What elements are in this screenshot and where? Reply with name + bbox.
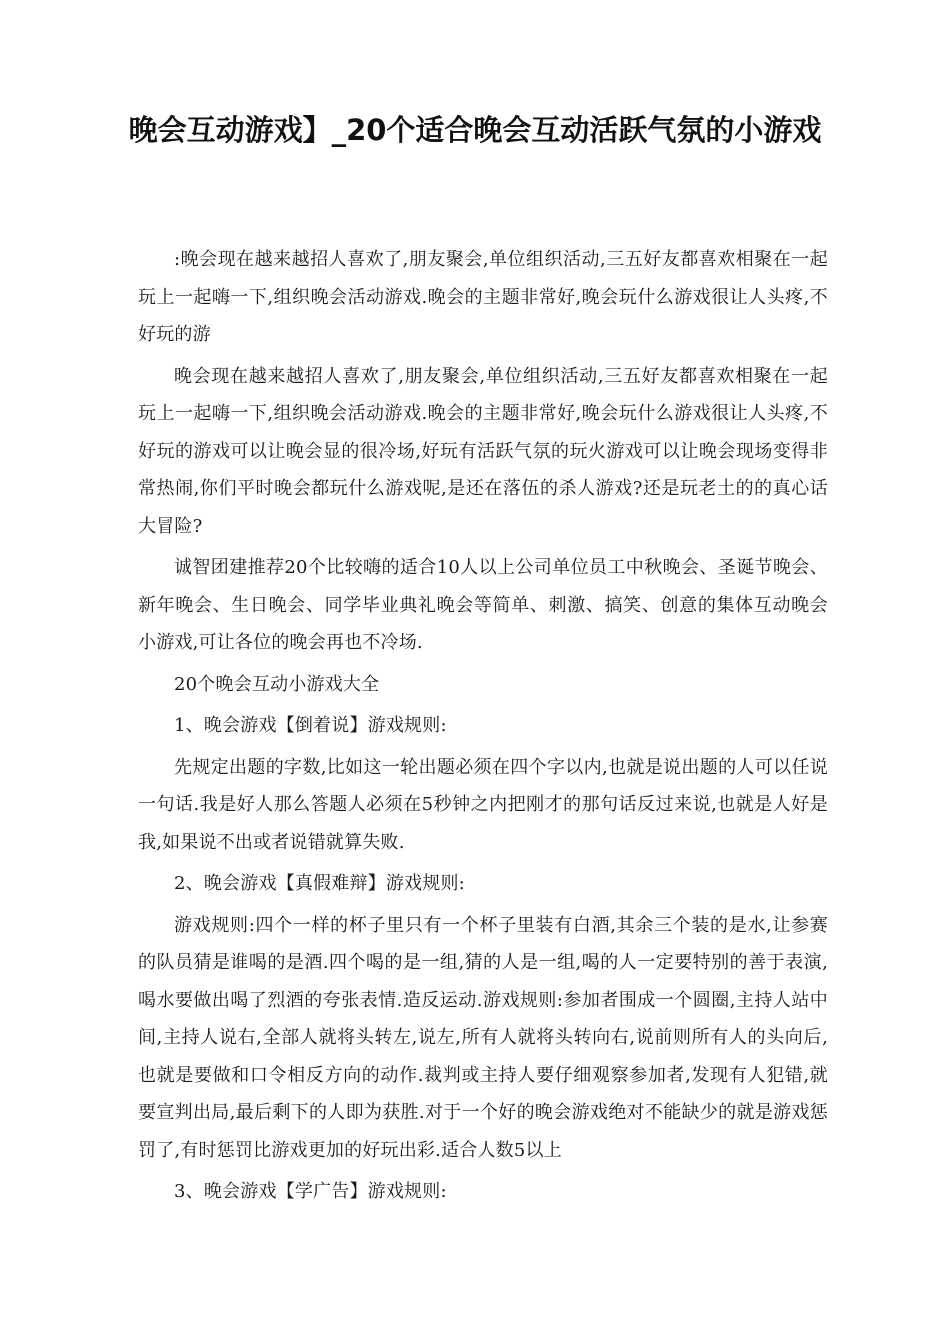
game-heading-2: 2、晚会游戏【真假难辩】游戏规则: — [174, 873, 465, 894]
game-heading-3: 3、晚会游戏【学广告】游戏规则: — [174, 1181, 447, 1202]
paragraph-intro: 晚会现在越来越招人喜欢了,朋友聚会,单位组织活动,三五好友都喜欢相聚在一起玩上一起嗨一下,组织晚会活动游戏.晚会的主题非常好,晚会玩什么游戏很让人头疼,不好玩的游戏可以让晚会显的很冷场,好玩有活跃气氛的玩火游戏可以让晚会现场变得非常热闹,你们平时晚会都玩什么游戏呢,是还在落伍的杀人游戏?还是玩老土的的真心话大冒险? — [138, 365, 828, 537]
game-rules-1: 先规定出题的字数,比如这一轮出题必须在四个字以内,也就是说出题的人可以任说一句话.我是好人那么答题人必须在5秒钟之内把刚才的那句话反过来说,也就是人好是我,如果说不出或者说错就算失败. — [138, 756, 828, 853]
game-heading-1: 1、晚会游戏【倒着说】游戏规则: — [174, 715, 447, 736]
game-rules-2: 游戏规则:四个一样的杯子里只有一个杯子里装有白酒,其余三个装的是水,让参赛的队员猜是谁喝的是酒.四个喝的是一组,猜的人是一组,喝的人一定要特别的善于表演,喝水要做出喝了烈酒的夸张表情.造反运动.游戏规则:参加者围成一个圆圈,主持人站中间,主持人说右,全部人就将头转左,说左,所有人就将头转向右,说前则所有人的头向后,也就是要做和口令相反方向的动作.裁判或主持人要仔细观察参加者,发现有人犯错,就要宣判出局,最后剩下的人即为获胜.对于一个好的晚会游戏绝对不能缺少的就是游戏惩罚了,有时惩罚比游戏更加的好玩出彩.适合人数5以上 — [138, 914, 828, 1161]
document-title: 晚会互动游戏】_20个适合晚会互动活跃气氛的小游戏 — [128, 113, 822, 147]
section-heading-list: 20个晚会互动小游戏大全 — [174, 673, 380, 695]
paragraph-intro-summary: :晚会现在越来越招人喜欢了,朋友聚会,单位组织活动,三五好友都喜欢相聚在一起玩上一起嗨一下,组织晚会活动游戏.晚会的主题非常好,晚会玩什么游戏很让人头疼,不好玩的游 — [138, 249, 828, 345]
paragraph-recommendation: 诚智团建推荐20个比较嗨的适合10人以上公司单位员工中秋晚会、圣诞节晚会、新年晚会、生日晚会、同学毕业典礼晚会等简单、刺激、搞笑、创意的集体互动晚会小游戏,可让各位的晚会再也不冷场. — [138, 557, 828, 653]
document-body — [138, 241, 828, 1215]
